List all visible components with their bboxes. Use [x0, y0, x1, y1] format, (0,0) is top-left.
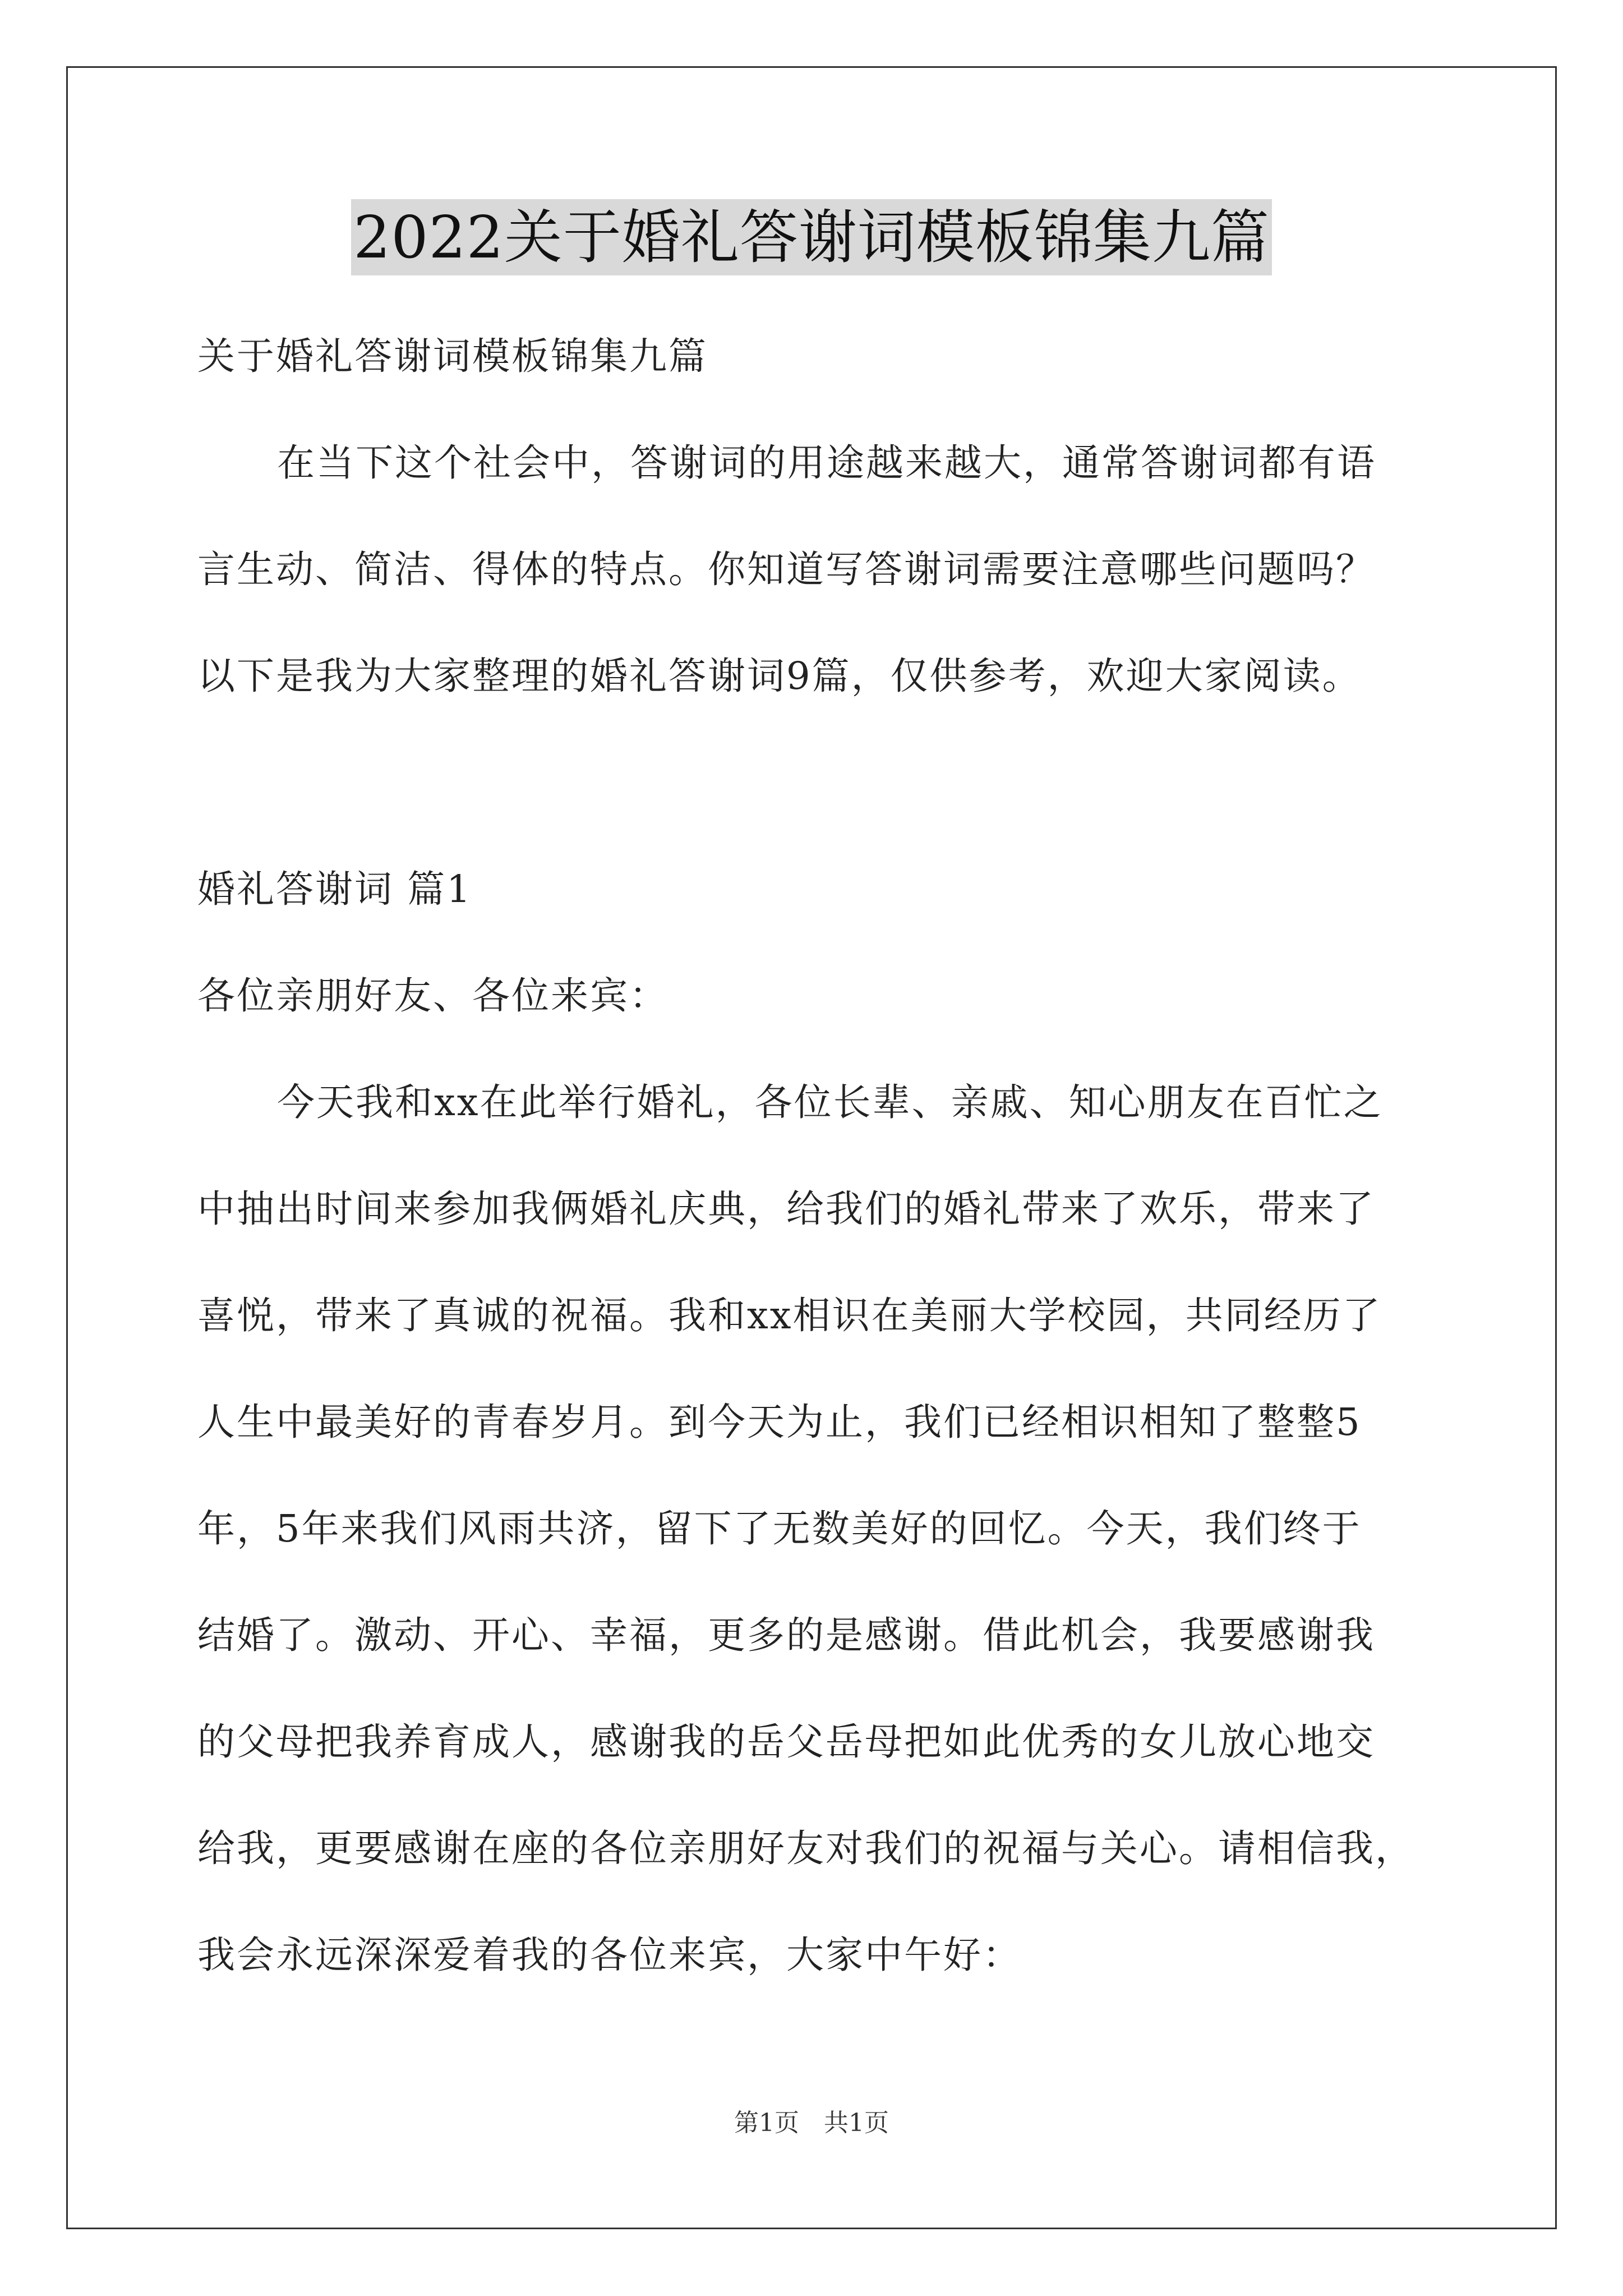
- body-line: 今天我和xx在此举行婚礼，各位长辈、亲戚、知心朋友在百忙之: [277, 1080, 1383, 1124]
- body-line: 的父母把我养育成人，感谢我的岳父岳母把如此优秀的女儿放心地交: [197, 1720, 1375, 1764]
- title-container: [0, 199, 1623, 275]
- intro-line: 在当下这个社会中，答谢词的用途越来越大，通常答谢词都有语: [277, 441, 1376, 485]
- body-line: 年，5年来我们风雨共济，留下了无数美好的回忆。今天，我们终于: [197, 1507, 1362, 1550]
- body-line: 中抽出时间来参加我俩婚礼庆典，给我们的婚礼带来了欢乐，带来了: [197, 1187, 1375, 1231]
- body-line: 给我，更要感谢在座的各位亲朋好友对我们的祝福与关心。请相信我，: [197, 1826, 1414, 1870]
- document-title: 2022关于婚礼答谢词模板锦集九篇: [351, 199, 1272, 275]
- body-line: 我会永远深深爱着我的各位来宾，大家中午好：: [197, 1933, 1022, 1977]
- intro-line: 言生动、简洁、得体的特点。你知道写答谢词需要注意哪些问题吗？: [197, 547, 1375, 591]
- greeting: 各位亲朋好友、各位来宾：: [197, 974, 668, 1018]
- body-line: 结婚了。激动、开心、幸福，更多的是感谢。借此机会，我要感谢我: [197, 1613, 1375, 1657]
- document-body: [197, 303, 1454, 2008]
- body-line: 喜悦，带来了真诚的祝福。我和xx相识在美丽大学校园，共同经历了: [197, 1294, 1382, 1337]
- document-subtitle: 关于婚礼答谢词模板锦集九篇: [197, 334, 708, 378]
- section-heading: 婚礼答谢词 篇1: [197, 867, 472, 911]
- page-footer: 第1页 共1页: [734, 2109, 889, 2137]
- intro-line: 以下是我为大家整理的婚礼答谢词9篇，仅供参考，欢迎大家阅读。: [197, 654, 1362, 698]
- body-line: 人生中最美好的青春岁月。到今天为止，我们已经相识相知了整整5: [197, 1400, 1362, 1444]
- blank-line: [197, 729, 1454, 836]
